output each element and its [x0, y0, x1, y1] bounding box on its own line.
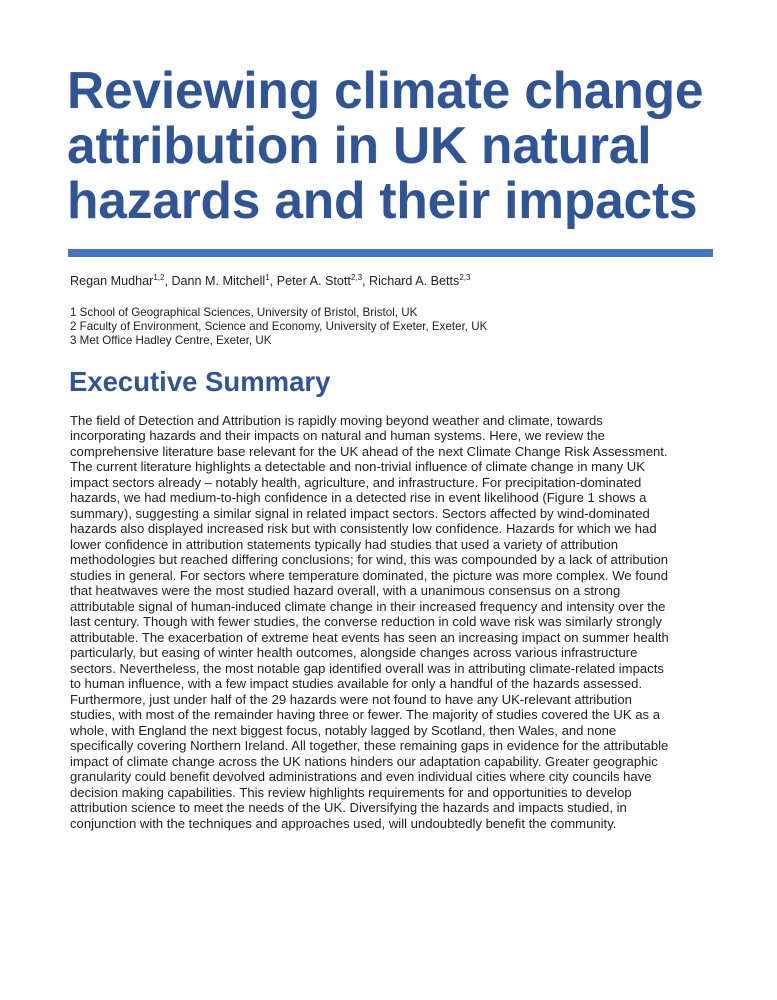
paragraph-line: particularly, but easing of winter health outcomes, alongside changes across various infrastructure — [70, 645, 638, 661]
paragraph-line: impact of climate change across the UK nations hinders our adaptation capability. Greater geographic — [70, 753, 658, 769]
author-separator: , — [164, 274, 172, 288]
paragraph-line: lower confidence in attribution statements typically had studies that used a variety of attribution — [70, 536, 619, 552]
author-list — [70, 273, 470, 289]
paragraph-line: specifically covering Northern Ireland. All together, these remaining gaps in evidence for the attributable — [70, 738, 669, 754]
affiliation: 2 Faculty of Environment, Science and Economy, University of Exeter, Exeter, UK — [70, 320, 488, 333]
paragraph-line: that heatwaves were the most studied hazard overall, with a unanimous consensus on a strong — [70, 583, 621, 599]
author-affiliation-marker: 1,2 — [153, 273, 165, 282]
title-divider-rule — [68, 249, 713, 257]
affiliation: 1 School of Geographical Sciences, University of Bristol, Bristol, UK — [70, 306, 418, 319]
paragraph-line: attributable signal of human-induced climate change in their increased frequency and intensity over the — [70, 598, 666, 614]
title-line: hazards and their impacts — [67, 171, 698, 229]
paper-title — [67, 63, 703, 228]
author-name: Richard A. Betts — [369, 274, 460, 288]
author-separator: , — [362, 274, 370, 288]
paragraph-line: attribution science to meet the needs of the UK. Diversifying the hazards and impacts studied, in — [70, 800, 627, 816]
author-name: Peter A. Stott — [276, 274, 351, 288]
author-name: Regan Mudhar — [70, 274, 154, 288]
author-affiliation-marker: 2,3 — [459, 273, 471, 282]
paragraph-line: hazards also displayed increased risk but with consistently low confidence. Hazards for which we had — [70, 521, 657, 537]
paragraph-line: to human influence, with a few impact studies available for only a handful of the hazards assessed. — [70, 676, 643, 692]
author-name: Dann M. Mitchell — [171, 274, 266, 288]
paragraph-line: impact sectors already – notably health, agriculture, and infrastructure. For precipitation-dominated — [70, 474, 642, 490]
paragraph-line: whole, with England the next biggest focus, notably lagged by Scotland, then Wales, and none — [70, 722, 617, 738]
paragraph-line: granularity could benefit devolved administrations and even individual cities where city councils have — [70, 769, 652, 785]
paragraph-line: studies in general. For sectors where temperature dominated, the picture was more complex. We found — [70, 567, 668, 583]
paragraph-line: hazards, we had medium-to-high confidence in a detected rise in event likelihood (Figure 1 shows a — [70, 490, 647, 506]
section-heading-executive-summary: Executive Summary — [69, 366, 331, 397]
paragraph-line: sectors. Nevertheless, the most notable gap identified overall was in attributing climate-related impacts — [70, 660, 664, 676]
paragraph-line: attributable. The exacerbation of extreme heat events has seen an increasing impact on summer health — [70, 629, 669, 645]
title-line: attribution in UK natural — [67, 116, 652, 174]
affiliation: 3 Met Office Hadley Centre, Exeter, UK — [70, 334, 272, 347]
author-affiliation-marker: 2,3 — [350, 273, 363, 282]
author-affiliation-marker: 1 — [265, 273, 270, 282]
paragraph-line: summary), suggesting a similar signal in related impact sectors. Sectors affected by wind-dominated — [70, 505, 650, 521]
paragraph-line: methodologies but reached differing conclusions; for wind, this was compounded by a lack of attribution — [70, 552, 669, 568]
paragraph-line: decision making capabilities. This review highlights requirements for and opportunities to develop — [70, 784, 632, 800]
paragraph-line: Furthermore, just under half of the 29 hazards were not found to have any UK-relevant attribution — [70, 691, 632, 707]
paragraph-line: comprehensive literature base relevant for the UK ahead of the next Climate Change Risk Assessment. — [70, 443, 668, 459]
paragraph-line: The current literature highlights a detectable and non-trivial influence of climate change in many UK — [70, 459, 645, 475]
paragraph-line: incorporating hazards and their impacts on natural and human systems. Here, we review the — [70, 428, 605, 444]
author-separator: , — [269, 274, 277, 288]
title-line: Reviewing climate change — [67, 61, 704, 119]
affiliation-list — [70, 306, 487, 348]
paragraph-line: last century. Though with fewer studies, the converse reduction in cold wave risk was similarly strongly — [70, 614, 662, 630]
executive-summary-paragraph — [70, 413, 715, 831]
paragraph-line: conjunction with the techniques and approaches used, will undoubtedly benefit the community. — [70, 815, 617, 831]
paragraph-line: The field of Detection and Attribution is rapidly moving beyond weather and climate, towards — [70, 413, 603, 428]
paragraph-line: studies, with most of the remainder having three or fewer. The majority of studies covered the UK as a — [70, 707, 660, 723]
